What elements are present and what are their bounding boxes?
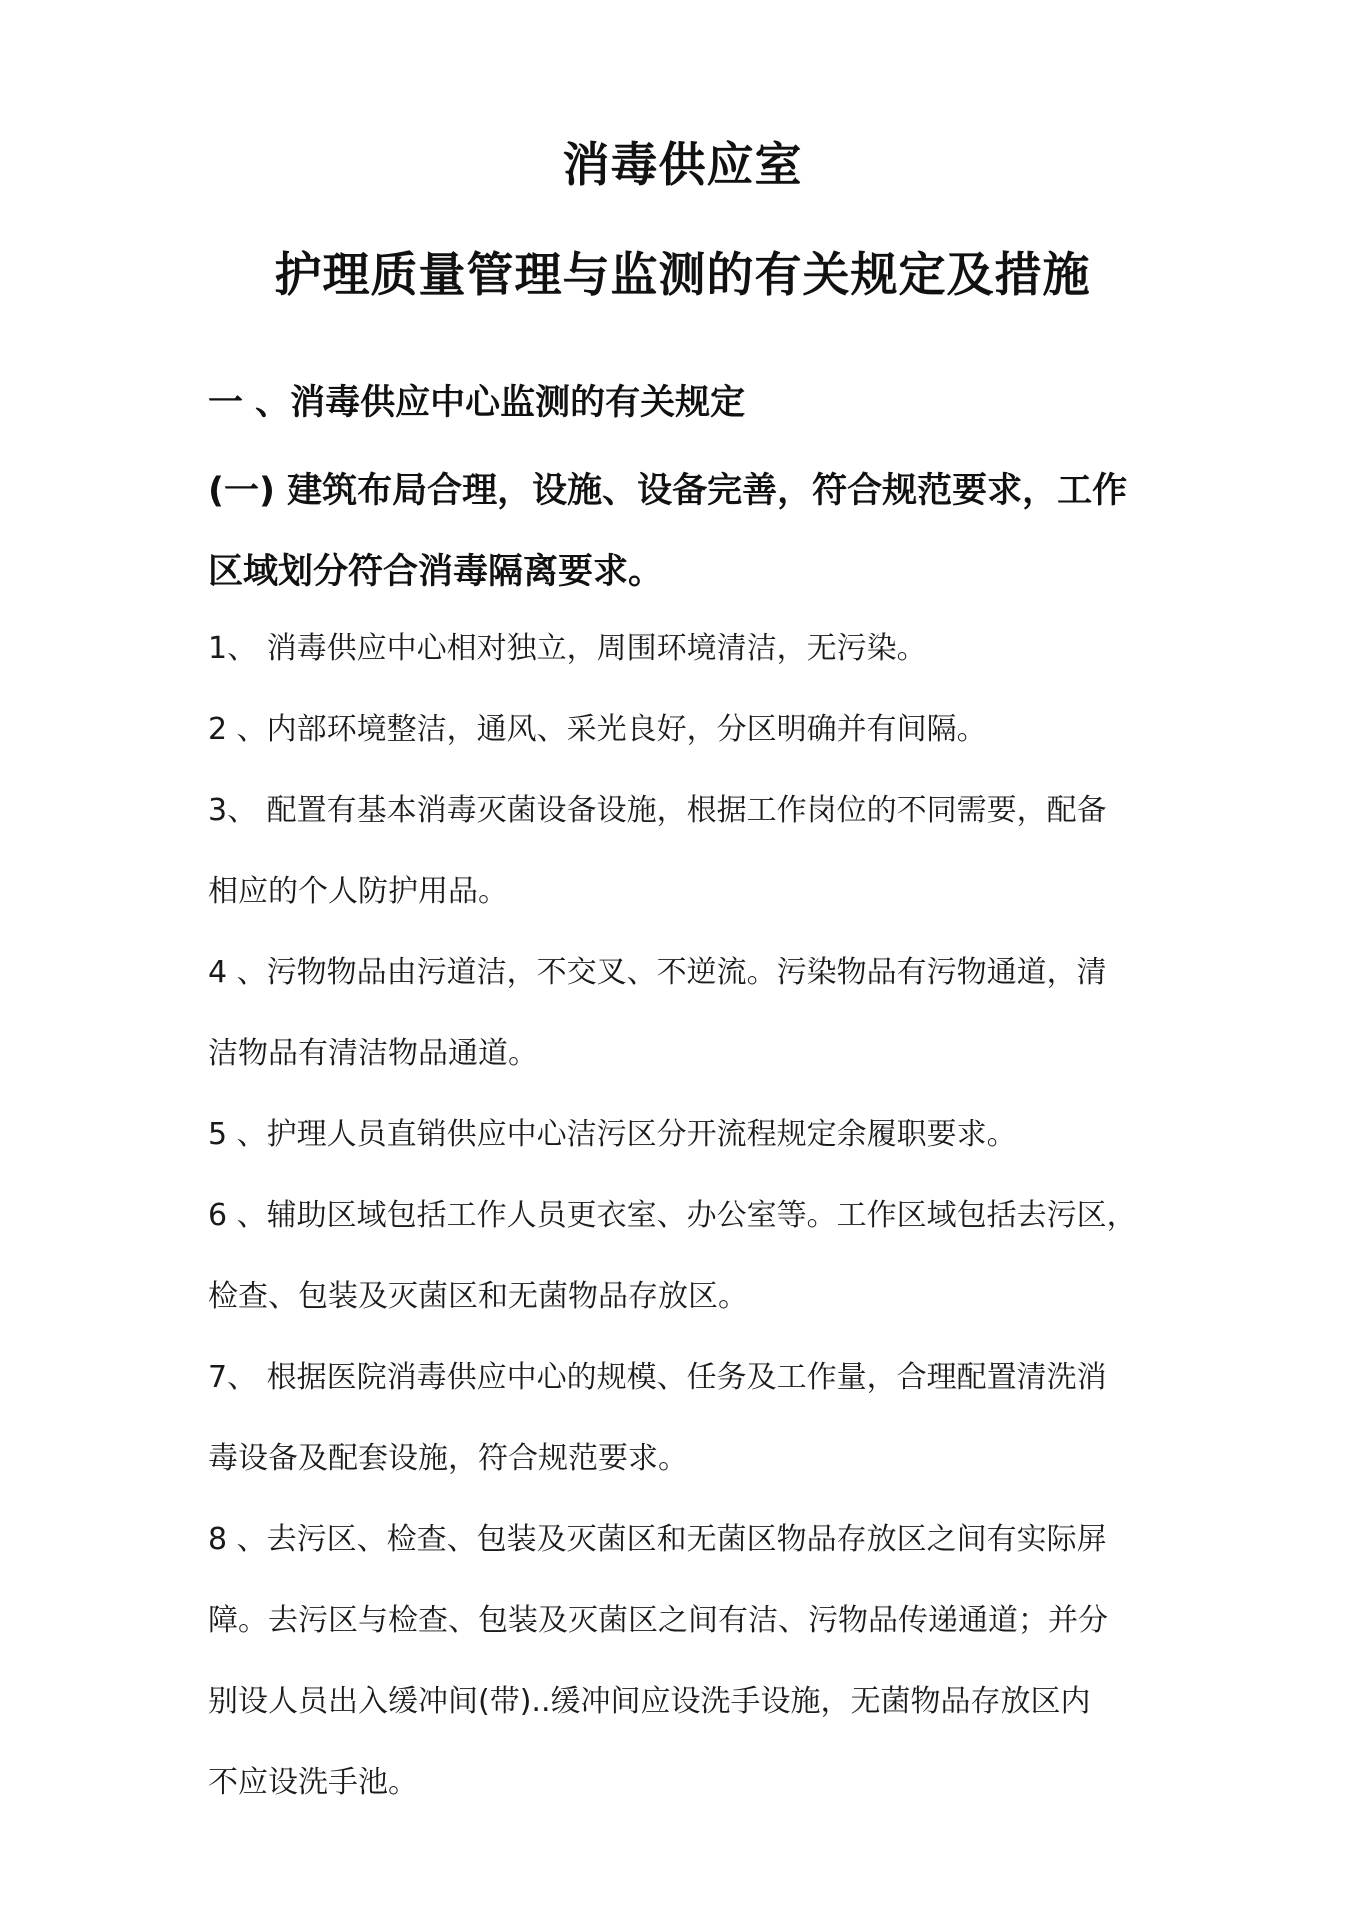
list-item-line: 8 、去污区、检查、包装及灭菌区和无菌区物品存放区之间有实际屏 [208,1522,1107,1557]
list-item-line: 障。去污区与检查、包装及灭菌区之间有洁、污物品传递通道；并分 [208,1603,1108,1638]
list-item-line: 5 、护理人员直销供应中心洁污区分开流程规定余履职要求。 [208,1117,1017,1152]
list-item-line: 别设人员出入缓冲间(带)..缓冲间应设洗手设施，无菌物品存放区内 [208,1684,1091,1719]
list-item-line: 2 、内部环境整洁，通风、采光良好，分区明确并有间隔。 [208,712,987,747]
list-item [208,1337,1208,1499]
item-list [208,608,1208,1823]
document-subtitle: 护理质量管理与监测的有关规定及措施 [274,248,1091,303]
subsection-heading-line: 区域划分符合消毒隔离要求。 [208,552,664,592]
list-item [208,770,1208,932]
subsection-heading [208,451,1188,613]
list-item-line: 检查、包装及灭菌区和无菌物品存放区。 [208,1279,748,1314]
list-item-line: 不应设洗手池。 [208,1765,418,1800]
list-item [208,1094,1208,1175]
list-item-line: 7、 根据医院消毒供应中心的规模、任务及工作量，合理配置清洗消 [208,1360,1107,1395]
list-item [208,1499,1208,1823]
list-item-line: 毒设备及配套设施，符合规范要求。 [208,1441,688,1476]
list-item-line: 1、 消毒供应中心相对独立，周围环境清洁，无污染。 [208,631,927,666]
list-item-line: 4 、污物物品由污道洁，不交叉、不逆流。污染物品有污物通道，清 [208,955,1107,990]
subsection-heading-line: (一) 建筑布局合理，设施、设备完善，符合规范要求，工作 [208,471,1128,511]
list-item [208,689,1208,770]
list-item-line: 相应的个人防护用品。 [208,874,508,909]
list-item [208,932,1208,1094]
list-item-line: 洁物品有清洁物品通道。 [208,1036,538,1071]
list-item [208,1175,1208,1337]
document-title: 消毒供应室 [562,138,803,193]
section-heading: 一 、消毒供应中心监测的有关规定 [208,383,746,423]
list-item [208,608,1208,689]
list-item-line: 3、 配置有基本消毒灭菌设备设施，根据工作岗位的不同需要，配备 [208,793,1107,828]
list-item-line: 6 、辅助区域包括工作人员更衣室、办公室等。工作区域包括去污区， [208,1198,1137,1233]
